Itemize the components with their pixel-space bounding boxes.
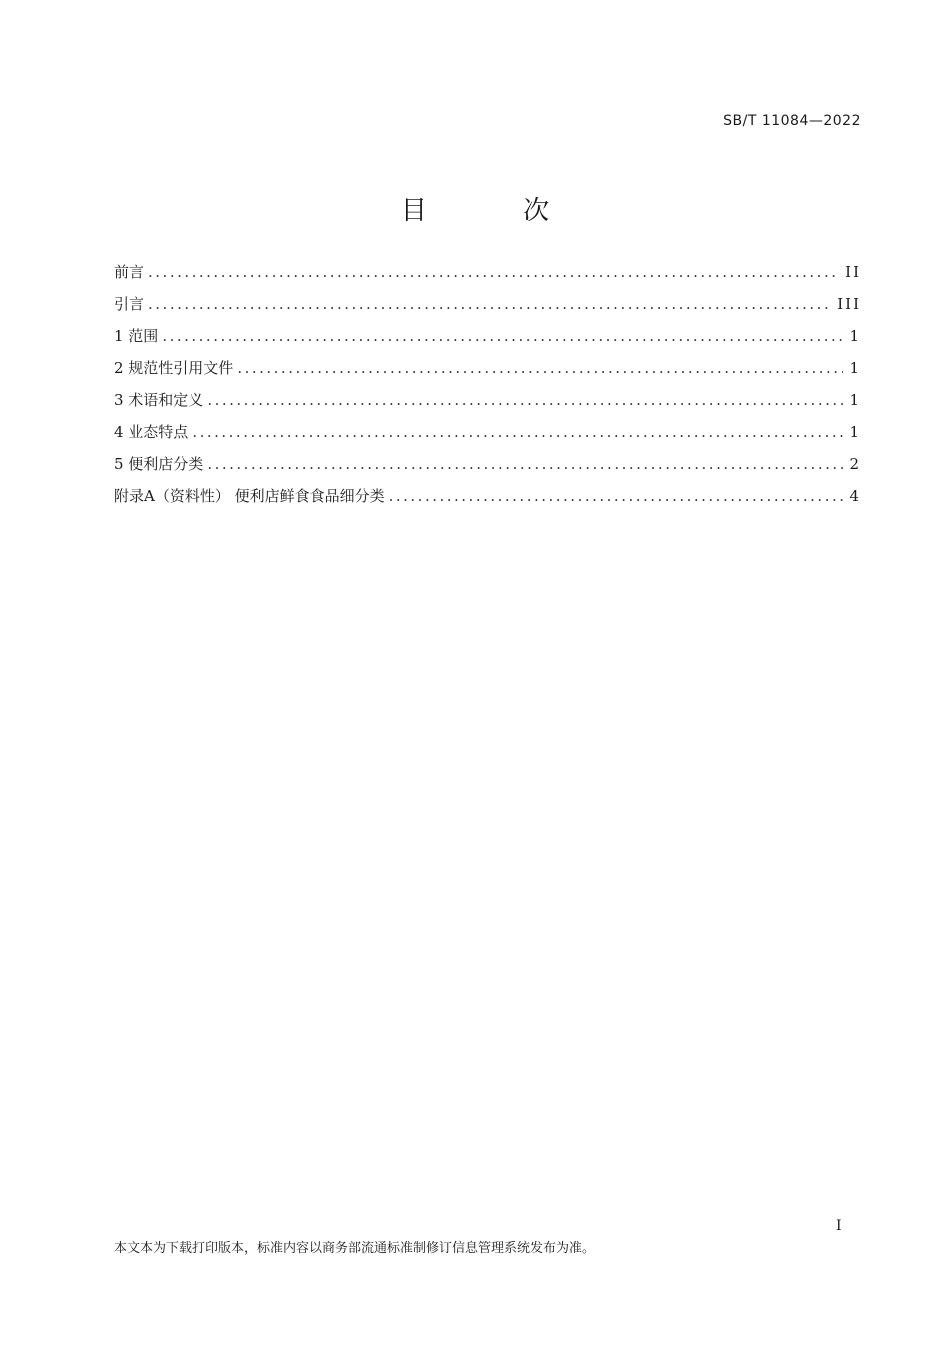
toc-entry-business-features[interactable] (114, 421, 861, 453)
toc-entry-label: 4 业态特点 (114, 423, 189, 441)
toc-entry-label: 5 便利店分类 (114, 455, 204, 473)
standard-code: SB/T 11084—2022 (723, 113, 861, 129)
toc-leader-dots (148, 295, 831, 313)
toc-leader-dots (207, 455, 843, 473)
toc-leader-dots (192, 423, 843, 441)
page-number: I (836, 1218, 842, 1234)
toc-leader-dots (389, 487, 844, 505)
toc-entry-foreword[interactable] (114, 261, 861, 293)
table-of-contents (114, 261, 861, 517)
toc-entry-page: II (845, 263, 861, 281)
toc-entry-label: 引言 (114, 295, 145, 313)
toc-entry-appendix-a[interactable] (114, 485, 861, 517)
toc-entry-normative-references[interactable] (114, 357, 861, 389)
toc-entry-page: 1 (849, 359, 861, 377)
toc-leader-dots (207, 391, 843, 409)
toc-leader-dots (162, 327, 843, 345)
toc-entry-page: III (837, 295, 861, 313)
toc-entry-page: 1 (849, 327, 861, 345)
toc-entry-label: 附录A（资料性） 便利店鲜食食品细分类 (114, 487, 385, 505)
toc-entry-page: 2 (849, 455, 861, 473)
footer-note: 本文本为下载打印版本，标准内容以商务部流通标准制修订信息管理系统发布为准。 (114, 1241, 596, 1256)
toc-entry-label: 前言 (114, 263, 145, 281)
toc-entry-terms-definitions[interactable] (114, 389, 861, 421)
toc-entry-label: 1 范围 (114, 327, 159, 345)
toc-entry-scope[interactable] (114, 325, 861, 357)
toc-entry-introduction[interactable] (114, 293, 861, 325)
toc-entry-page: 1 (849, 423, 861, 441)
toc-leader-dots (237, 359, 843, 377)
toc-entry-page: 1 (849, 391, 861, 409)
toc-leader-dots (148, 263, 839, 281)
page-title: 目 次 (400, 196, 594, 226)
toc-entry-label: 2 规范性引用文件 (114, 359, 234, 377)
toc-entry-store-classification[interactable] (114, 453, 861, 485)
toc-entry-page: 4 (849, 487, 861, 505)
toc-entry-label: 3 术语和定义 (114, 391, 204, 409)
